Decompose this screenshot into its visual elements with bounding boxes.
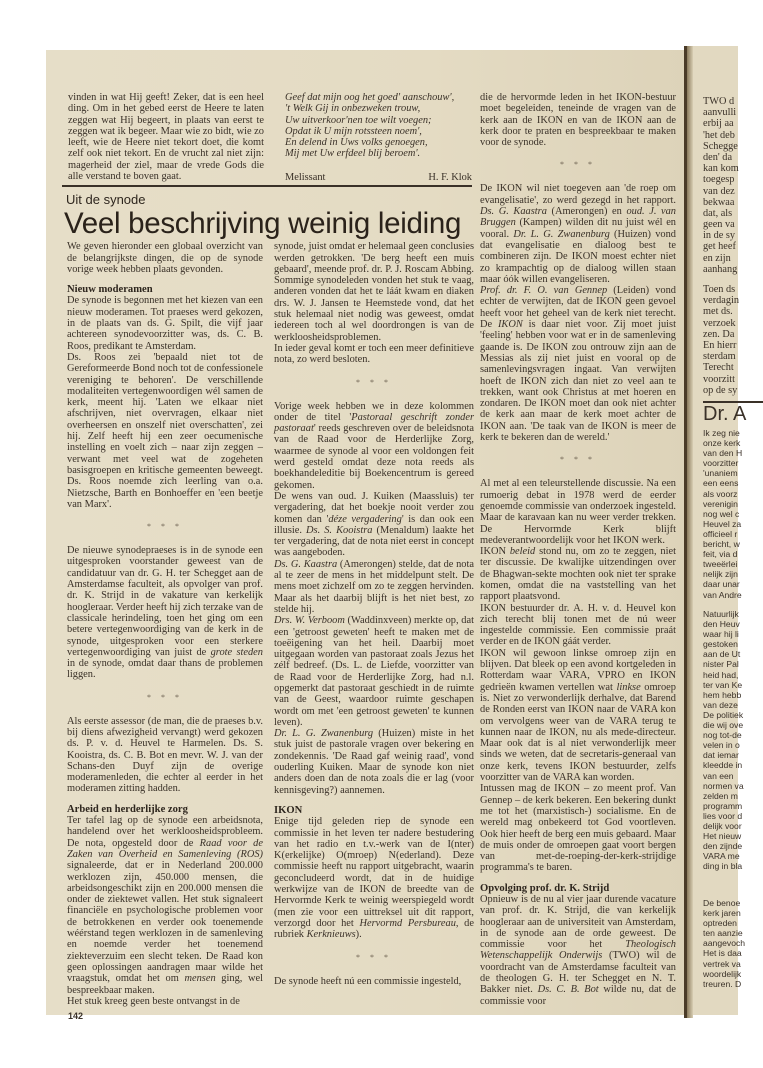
next-page-line: geen va [703, 219, 735, 231]
next-page-line: officieel r [703, 528, 738, 539]
poem-line: Geef dat mijn oog het goed' aanschouw', [285, 92, 455, 103]
text-run: De synode heeft nú een commissie ingesteld, [274, 975, 462, 987]
article-column-1 [67, 241, 263, 1007]
text-run: Vorige week hebben we in deze kolommen onder de titel ' [274, 400, 474, 423]
next-page-line: velen in o [703, 740, 740, 751]
next-page-line: die wij ove [703, 720, 744, 731]
next-page-line: nog wel c [703, 508, 740, 519]
next-page-line: van deze [703, 699, 738, 710]
paragraph [480, 478, 676, 546]
next-page-text-block [703, 898, 745, 989]
poem-line: Opdat ik U mijn rotssteen noem', [285, 125, 422, 137]
text-run: stond nu, om zo te zeggen, niet ter discussie. De kwalijke uitzendingen over de Bhagwan-sekte mochten ook niet ter sprake komen, omdat die na vaststelling van het rapport plaatsvond. [480, 546, 676, 603]
next-page-line: nelijk zijn [703, 569, 738, 580]
next-page-line: den Heuv [703, 619, 740, 630]
next-page-line: onze kerk [703, 438, 741, 449]
text-run: (Huizen) vond dat evangelisatie en dialoog best te combineren zijn. De IKON moest echter niet zo krampachtig op de dialoog willen staan maar óók willen evangeliseren. [480, 228, 676, 285]
next-page-line: daar unar [703, 579, 740, 590]
signature-author: H. F. Klok [428, 172, 472, 183]
section-heading: Arbeid en herderlijke zorg [67, 803, 188, 815]
text-run: De synode is begonnen met het kiezen van een nieuw moderamen. Tot praeses werd gekozen, in de plaats van ds. G. Spilt, die vijf jaar achtereen synodevoorzitter was, ds. C. B. Roos, predikant te Amsterdam. [67, 295, 263, 352]
next-page-line: Het nieuw [703, 831, 742, 842]
article-column-2 [274, 241, 474, 987]
text-run: In ieder geval komt er toch een meer definitieve nota, zo werd besloten. [274, 342, 474, 366]
paragraph [67, 545, 263, 681]
next-page-text-block [703, 96, 739, 275]
text-run: Enige tijd geleden riep de synode een commissie in het leven ter nadere bestudering van het radio en t.v.-werk van de I(nter) K(erkelijke) O(mroep) N(ederland). Deze commissie heeft nu rapport uitgebracht, waarin geconcludeerd wordt, dat in de huidige werkwijze van de IKON de breedte van de Hervormde Kerk te weinig weerspiegeld wordt (men zie voor een uittreksel uit dit rapport, verzorgd door het [274, 816, 474, 929]
next-page-line: TWO d [703, 96, 735, 107]
next-page-line: delijk voor [703, 820, 742, 831]
next-page-line: in de sy [703, 230, 736, 242]
italic-text-run: oud. J. van Bruggen [480, 206, 676, 229]
next-page-line: bekwaa [703, 196, 735, 208]
text-run: omroep is. Niet zo verwonderlijk derhalve, dat Barend de Ronden eerst van IKON naar de VARA kon om vervolgens weer van de VARA terug te kunnen naar de IKON, nu als mede-directeur. Maar ook dat is al niet verwonderlijk meer sinds we weten, dat de secretaris-generaal van onze kerk, tevens IKON bestuurder, zelfs voorzitter van de VARA kan worden. [480, 681, 676, 784]
section-divider: * * * [560, 160, 596, 170]
next-page-line: waar hij li [703, 629, 739, 640]
next-page-line: Schegge [703, 140, 738, 152]
text-run: in de synode, omdat daar thans de problemen liggen. [67, 658, 263, 681]
section-heading: IKON [274, 804, 303, 816]
paragraph [480, 648, 676, 784]
poem-line: 't Welk Gij in onbezweken trouw, [285, 103, 421, 115]
next-page-line: Terecht [703, 362, 734, 374]
next-page-line: aanhang [703, 263, 738, 275]
text-run: (TWO) wil de voordracht van de Amsterdamse faculteit van de theologen G. H. ter Schegget en N. T. Bakker niet. [480, 950, 676, 996]
next-page-line: zelden m [703, 790, 738, 801]
text-run: (Amerongen) en [546, 206, 627, 218]
paragraph [274, 491, 474, 559]
next-page-line: een eens [703, 478, 739, 489]
previous-article-ending: vinden in wat Hij geeft! Zeker, dat is een heel ding. Om in het gebed eerst de Heere te laten zeggen wat Hij begeert, in plaats van eerst te zeggen wat ik begeer. Maar wie zo bidt, wie zo leeft, wie de Heere niet tekort doet, die komt zelf ook niet tekort. En de vrucht zal niet zijn: magerheid der ziel, maar de vrede Gods die alle verstand te boven gaat. [68, 92, 264, 183]
text-run: ging, wel bespreekbaar maken. [67, 973, 263, 996]
text-run: wilde nu, dat de commissie voor [480, 984, 676, 1007]
text-run: (Amerongen) stelde, dat de nota al te zeer de mens in het middelpunt stelt. De mens moet zichzelf om zo te zeggen hervinden. Maar als het daarbij blijft is het niet best, zo stelde hij. [274, 558, 474, 615]
paragraph [67, 295, 263, 351]
next-page-line: Natuurlijk [703, 609, 739, 619]
next-page-line: Toen ds [703, 284, 736, 295]
paragraph [480, 92, 676, 148]
next-page-line: En hierr [703, 339, 737, 351]
text-run: IKON [480, 546, 510, 558]
next-page-line: vertrek va [703, 958, 741, 969]
section-divider: * * * [356, 952, 392, 962]
next-page-line: hem hebb [703, 689, 742, 700]
paragraph [67, 996, 263, 1007]
text-run: ' is dan ook een illusie. [274, 513, 474, 536]
italic-text-run: linkse [616, 681, 641, 693]
text-run: (Huizen) miste in het stuk juist de pastorale vragen over bekering en zondekennis. 'De Raad gaf weinig raad', vond ouderling Kuiken. Maar de synode kon niet anders doen dan de nota zoals die er lag (voor kennisgeving?) aannemen. [274, 728, 474, 796]
italic-text-run: Kerknieuws [306, 929, 356, 941]
next-page-line: van dez [703, 185, 735, 197]
italic-text-run: Ds. S. Kooistra [306, 524, 373, 536]
next-page-line: voorzitter [703, 458, 739, 469]
next-page-line: Het is daa [703, 948, 742, 959]
page-gutter-shadow [687, 46, 693, 1018]
next-page-line: van Andre [703, 589, 742, 600]
text-run: Intussen mag de IKON – zo meent prof. Van Gennep – de kerk bekeren. Een bekering dunkt me tot het (marxistisch-) socialisme. En de wereld mag onbekeerd tot God voortleven. Ook hier heeft de berg een muis gebaard. Maar de muis onder de omroepen gaat voort bergen van met-de-roeping-der-kerk-strijdige programma's te baren. [480, 783, 676, 874]
next-page-line: als voorz [703, 488, 738, 499]
italic-text-run: Pastoraal geschrift zonder pastoraat [274, 411, 474, 435]
paragraph [274, 816, 474, 940]
next-page-line: sterdam [703, 351, 736, 363]
next-page-line: toegesp [703, 174, 735, 186]
signature-place: Melissant [285, 172, 326, 183]
next-page-line: ding in bla [703, 861, 743, 872]
next-page-headline: Dr. A [703, 403, 747, 425]
text-run: Als eerste assessor (de man, die de praeses b.v. bij diens afwezigheid vervangt) werd gekozen ds. P. v. d. Heuvel te Harmelen. Ds. S. Kooistra, ds. C. B. Bot en mevr. W. J. van der Schans-den Duyf zijn de overige moderamenleden, die echter al eerder in het moderamen zitting hadden. [67, 715, 263, 795]
text-run: IKON bestuurder dr. A. H. v. d. Heuvel kon zich terecht blij tonen met de nú weer ingestelde commissie. Een commissie praát verder en de IKON gáát verder. [480, 602, 676, 648]
next-page-line: den zijnde [703, 841, 743, 852]
text-run: Ter tafel lag op de synode een arbeidsnota, handelend over het werkloosheidsprobleem. De nota, opgesteld door de [67, 815, 263, 849]
next-page-line: zen. Da [703, 328, 735, 340]
paragraph [480, 783, 676, 873]
next-page-line: verenigin [703, 498, 738, 509]
text-run: (Menaldum) laakte het ter vergadering, dat de nota niet eerst in concept was aangeboden. [274, 524, 475, 559]
italic-text-run: grote steden [210, 646, 263, 658]
next-page-line: kerk jaren [703, 908, 741, 919]
paragraph [274, 343, 474, 366]
text-run: Opnieuw is de nu al vier jaar durende vacature van prof. dr. K. Strijd, die van kerkelijk hoogleraar aan de universiteit van Amsterdam, in de synode aan de orde geweest. De commissie voor het [480, 894, 676, 951]
next-page-line: gestoken [703, 639, 738, 650]
next-page-line: voorzitt [703, 373, 736, 385]
page-number: 142 [68, 1011, 84, 1022]
next-page-line: heid had, [703, 669, 739, 680]
paragraph [480, 546, 676, 602]
text-run: De nieuwe synodepraeses is in de synode een uitgesproken voorstander geweest van de candidatuur van dr. G. H. ter Schegget aan de Amsterdamse faculteit, als opvolger van prof. dr. K. Strijd in de vakature van kerkelijk hoogleraar. Verder heeft hij zich terzake van de classicale herindeling, toen het ging om een betere vertegenwoordiging van de kerk in de synode, uitgesproken voor een sterkere vertegenwoordiging van juist de [67, 545, 263, 658]
next-page-line: De benoe [703, 898, 741, 908]
article-kicker: Uit de synode [66, 192, 146, 208]
section-divider: * * * [147, 692, 183, 702]
italic-text-run: mensen [184, 973, 216, 985]
next-page-line: nister Pal [703, 659, 739, 670]
italic-text-run: Drs. W. Verboom [274, 615, 345, 627]
next-page-line: op de sy [703, 384, 738, 396]
paragraph [480, 603, 676, 648]
paragraph [274, 728, 474, 796]
text-run: synode, juist omdat er helemaal geen conclusies werden getrokken. 'De berg heeft een muis gebaard', meende prof. dr. P. J. Roscam Abbing. Sommige synodeleden vonden het stuk te vaag, anderen vonden dat het te láát kwam en diaken drs. W. J. Jansen te Heemstede vond, dat het stuk helemaal niet nodig was geweest, omdat iedereen toch al wel doordrongen is van de werkloosheidsproblemen. [274, 241, 474, 343]
next-page-line: kleedde in [703, 760, 743, 771]
paragraph [480, 894, 676, 1007]
next-page-line: met ds. [703, 306, 733, 318]
next-page-line: aanvulli [703, 107, 737, 119]
italic-text-run: Ds. G. Kaastra [480, 206, 547, 218]
text-run: (Waddinxveen) merkte op, dat een 'getroost geweten' heeft te maken met de toeëigening van het heil. Daarbij moet uitgegaan worden van pastoraat zoals Jezus het zélf bedreef. (Ds. L. de Liefde, voorzitter van de Raad voor de Herderlijke Zorg, had n.l. opgemerkt dat pastoraat geschiedt in de ruimte van de Geest, waardoor ruimte geschapen wordt om met 'een getroost geweten' te kunnen leven). [274, 615, 474, 728]
article-divider [62, 185, 472, 187]
text-run: We geven hieronder een globaal overzicht van de belangrijkste dingen, die op de synode vorige week hebben plaats gevonden. [67, 241, 263, 275]
next-page-line: get heef [703, 241, 736, 253]
next-page-line: verdagin [703, 295, 740, 307]
next-page-line: nog tot-de [703, 730, 742, 741]
text-run: ' reeds geschreven over de beleidsnota van de Raad voor de Herderlijke Zorg, waarmee de synode al voor een voldongen feit werd gesteld omdat deze nota reeds als boekhandeleditie bij Boekencentrum is gereed gekomen. [274, 423, 474, 491]
text-run: De IKON wil niet toegeven aan 'de roep om evangelisatie', zo werd gezegd in het rapport. [480, 183, 676, 206]
next-page-line: normen va [703, 780, 744, 791]
text-run: signaleerde, dat er in Nederland 200.000 werklozen zijn, 450.000 mensen, die arbeidsongeschikt zijn en 200.000 mensen die onder de ziektewet vallen. Het stuk signaleert financiële en psychologische problemen voor de betrokkenen en verder ook toenemende wéérstand tegen werklozen in de samenleving en noemde verder het toenemend ziekteverzuim een slecht teken. De Raad kon geen oplossingen aandragen maar wilde het vraagstuk, omdat het om [67, 860, 263, 985]
article-headline: Veel beschrijving weinig leiding [64, 207, 462, 241]
italic-text-run: Ds. G. Kaastra [274, 558, 338, 570]
next-page-line: en zijn [703, 252, 731, 264]
next-page-text-block [703, 284, 739, 396]
next-page-line: Ik zeg nie [703, 428, 740, 438]
next-page-line: feit, via d [703, 549, 738, 560]
italic-text-run: déze vergadering [328, 513, 402, 525]
italic-text-run: Dr. L. G. Zwanenburg [274, 728, 374, 740]
next-page-line: Heuvel za [703, 518, 742, 529]
paragraph [67, 241, 263, 275]
next-page-line: optreden [703, 918, 737, 929]
next-page-line: treuren. D [703, 978, 742, 989]
paragraph [274, 241, 474, 343]
text-run: Het stuk kreeg geen beste ontvangst in de [67, 995, 240, 1007]
poem-line: En delend in Uws volks genoegen, [285, 137, 428, 149]
paragraph [67, 815, 263, 996]
text-run: is daar niet voor. Zij moet juist 'feeling' hebben voor wat er in de samenleving gaande is. De IKON zou ontrouw zijn aan de Messias als zij niet juist en vooral op de samenlevingsvragen ingaat. Van verwijten hoeft de IKON zich dan niet zo veel aan te trekken, want ook Christus at met hoeren en zondaren. De IKON moet dan ook niet achter de kerk aan maar de kerk moet achter de IKON aan. 'De taak van de IKON is meer de kerk te bekeren dan de wereld.' [480, 319, 676, 444]
text-run: Al met al een teleurstellende discussie. Na een rumoerig debat in 1978 werd de eerder genoemde commissie van onderzoek ingesteld. Maar de karavaan kan nu weer verder trekken. De Hervormde Kerk blijft medeverantwoordelijk voor het IKON werk. [480, 478, 676, 546]
next-page-line: ten aanzie [703, 928, 743, 939]
next-page-line: bericht, w [703, 539, 740, 550]
paragraph [274, 401, 474, 491]
italic-text-run: Theologisch Wetenschappelijk Onderwijs [480, 939, 676, 962]
text-run: IKON wil gewoon linkse omroep zijn en blijven. Dat bleek op een avond kortgeleden in Rotterdam waar VARA, VPRO en IKON gedrieën kwamen vertellen wat [480, 647, 676, 693]
page-gutter [684, 46, 687, 1018]
italic-text-run: Hervormd Persbureau [359, 917, 456, 929]
italic-text-run: Ds. C. B. Bot [537, 984, 599, 996]
article-column-3 [480, 92, 676, 1007]
next-page-line: 'unaniem [703, 468, 738, 479]
next-page-text-block [703, 609, 744, 871]
next-page-line: programm [703, 800, 743, 811]
italic-text-run: Prof. dr. F. O. van Gennep [480, 285, 608, 297]
paragraph [274, 615, 474, 728]
next-page-line: woordelijk [703, 968, 742, 979]
text-run: ). [355, 929, 362, 941]
next-page-line: lies voor d [703, 810, 743, 821]
poem [285, 92, 475, 160]
next-page-line: dat, als [703, 207, 733, 219]
next-page-line: erbij aa [703, 118, 734, 130]
next-page-text-block [703, 428, 742, 600]
text-run: Ds. Roos zei 'bepaald niet tot de Gereformeerde Bond noch tot de confessionele vereniging te behoren'. De verschillende modaliteiten vertegenwoordigen wél samen de kerk, meent hij. 'Laten we elkaar niet afschrijven, niet overvragen, elkaar niet overheersen en onszelf niet overschatten', zei hij. Zelf heeft hij een zeer oecumenische instelling en voelt zich – naar zijn zeggen – verwant met veel wat de zogeheten basisgroepen en kritische gemeenten beweegt. Ds. Roos noemde zich leerling van o.a. Nietzsche, Barth en Bonhoeffer en 'een beetje van Marx'. [67, 351, 263, 510]
paragraph [480, 183, 676, 285]
paragraph [67, 352, 263, 510]
next-page-line: dat iemar [703, 750, 739, 761]
paragraph [274, 976, 474, 987]
italic-text-run: IKON [497, 319, 523, 331]
next-page-line: den' da [703, 151, 733, 163]
next-page-line: aangevoch [703, 938, 746, 949]
next-page-line: verzoek [703, 317, 736, 329]
next-page-line: van den H [703, 448, 743, 459]
italic-text-run: beleid [509, 546, 536, 558]
next-page-line: van een [703, 770, 734, 781]
next-page-edge [693, 46, 747, 1015]
poem-line: Uw uitverkoor'nen toe wilt voegen; [285, 114, 432, 126]
next-page-line: 'het deb [703, 129, 735, 141]
next-page-line: aan de Ut [703, 649, 741, 660]
next-page-line: ter van Ke [703, 679, 743, 690]
paragraph [274, 559, 474, 615]
paragraph [67, 716, 263, 795]
text-run: die de hervormde leden in het IKON-bestuur moet begeleiden, teneinde de vragen van de kerk aan de IKON en van de IKON aan de kerk door te praten en bespreekbaar te maken voor de synode. [480, 92, 676, 149]
text-run: (Leiden) vond echter de verwijten, dat de IKON geen gevoel heeft voor het geheel van de kerk niet terecht. De [480, 285, 676, 331]
text-run: De wens van oud. J. Kuiken (Maassluis) ter vergadering, dat het boekje nooit verder zou komen dan ' [274, 490, 474, 525]
section-divider: * * * [560, 455, 596, 465]
italic-text-run: Raad voor de Zaken van Overheid en Samenleving (ROS) [67, 837, 263, 860]
text-run: (Kampen) wilden dit nu juist wél en vooral. [480, 217, 676, 240]
next-page-line: De politiek [703, 709, 744, 720]
section-heading: Nieuw moderamen [67, 284, 153, 296]
paragraph [480, 285, 676, 443]
next-page-line: tweeërlei [703, 559, 738, 570]
next-page-line: kan kom [703, 163, 739, 175]
poem-line: Mij met Uw erfdeel blij beroem'. [285, 148, 421, 160]
italic-text-run: Dr. L. G. Zwanenburg [513, 228, 610, 240]
section-divider: * * * [356, 377, 392, 387]
section-heading: Opvolging prof. dr. K. Strijd [480, 882, 610, 894]
text-run: , de rubriek [274, 917, 474, 941]
section-divider: * * * [147, 522, 183, 532]
next-page-line: VARA me [703, 851, 740, 862]
